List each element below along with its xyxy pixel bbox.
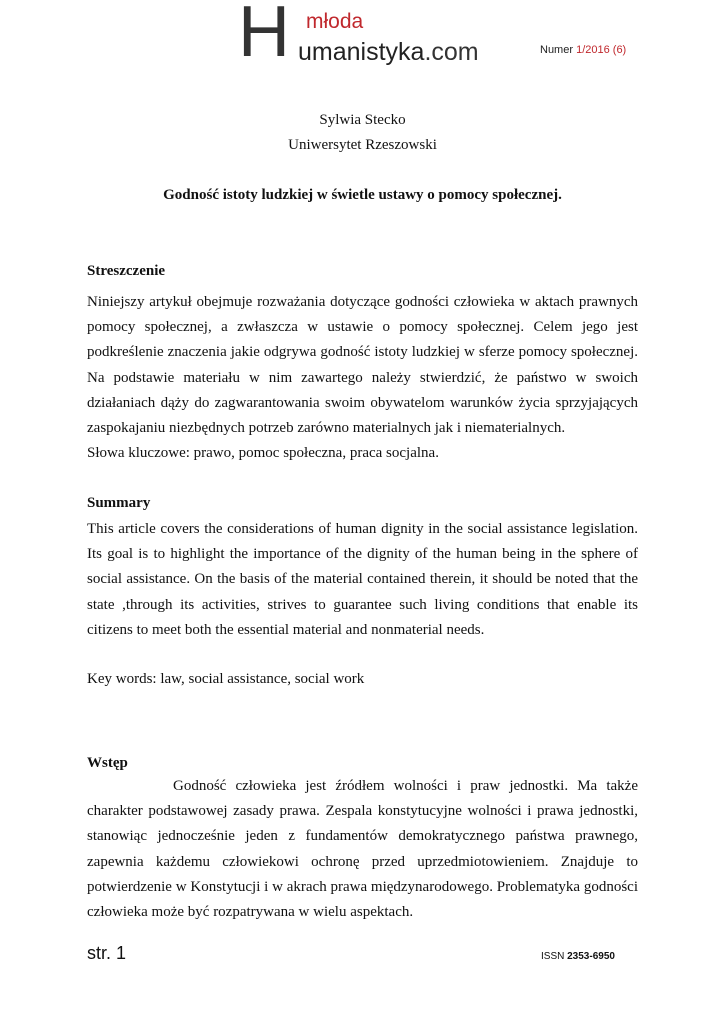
- issn: [541, 951, 615, 962]
- keywords-pl: Słowa kluczowe: prawo, pomoc społeczna, praca socjalna.: [87, 445, 439, 461]
- issue-value: 1/2016 (6): [576, 44, 627, 56]
- issn-label: ISSN: [541, 951, 565, 962]
- abstract-pl-text: Niniejszy artykuł obejmuje rozważania dotyczące godności człowieka w aktach prawnych pomocy społecznej, a zwłaszcza w ustawie o pomocy społecznej. Celem jego jest podkreślenie znaczenia jakie odgrywa godność istoty ludzkiej w sferze pomocy społecznej. Na podstawie materiału w nim zawartego należy stwierdzić, że państwo w swoich działaniach dąży do zagwarantowania swoim obywatelom warunków życia sprzyjających zaspokajaniu niezbędnych potrzeb zarówno materialnych jak i niematerialnych.: [87, 294, 638, 437]
- logo-bottom-word: [298, 38, 479, 66]
- journal-logo: [238, 0, 479, 72]
- issue-label: Numer: [540, 44, 574, 56]
- keywords-en: Key words: law, social assistance, social work: [87, 671, 365, 687]
- article-title: Godność istoty ludzkiej w świetle ustawy o pomocy społecznej.: [163, 187, 562, 203]
- issn-value: 2353-6950: [567, 951, 615, 962]
- author-affiliation: Uniwersytet Rzeszowski: [288, 137, 437, 153]
- abstract-pl-heading: Streszczenie: [87, 263, 166, 279]
- issue-number: [540, 44, 626, 56]
- intro-text: Godność człowieka jest źródłem wolności i praw jednostki. Ma także charakter podstawowej zasady prawa. Zespala konstytucyjne wolności i prawa jednostki, stanowiąc jednocześnie jeden z fundamentów demokratycznego państwa prawnego, zapewnia każdemu człowiekowi ochronę przed uprzedmiotowieniem. Znajduje to potwierdzenie w Konstytucji i w akrach prawa międzynarodowego. Problematyka godności człowieka może być rozpatrywana w wielu aspektach.: [87, 778, 638, 921]
- page-number: str. 1: [87, 943, 127, 963]
- summary-text: This article covers the considerations of human dignity in the social assistance legislation. Its goal is to highlight the importance of the dignity of the human being in the sphere of social assistance. On the basis of the material contained therein, it should be noted that the state ,through its activities, strives to guarantee such living conditions that enable its citizens to meet both the essential material and nonmaterial needs.: [87, 521, 638, 638]
- logo-bottom-text: umanistyka: [298, 38, 425, 66]
- author-name: Sylwia Stecko: [319, 112, 406, 128]
- logo-letter: H: [238, 0, 290, 72]
- intro-heading: Wstęp: [87, 755, 128, 771]
- logo-top-word: młoda: [306, 10, 364, 33]
- summary-heading: Summary: [87, 495, 151, 511]
- logo-domain: .com: [424, 38, 479, 66]
